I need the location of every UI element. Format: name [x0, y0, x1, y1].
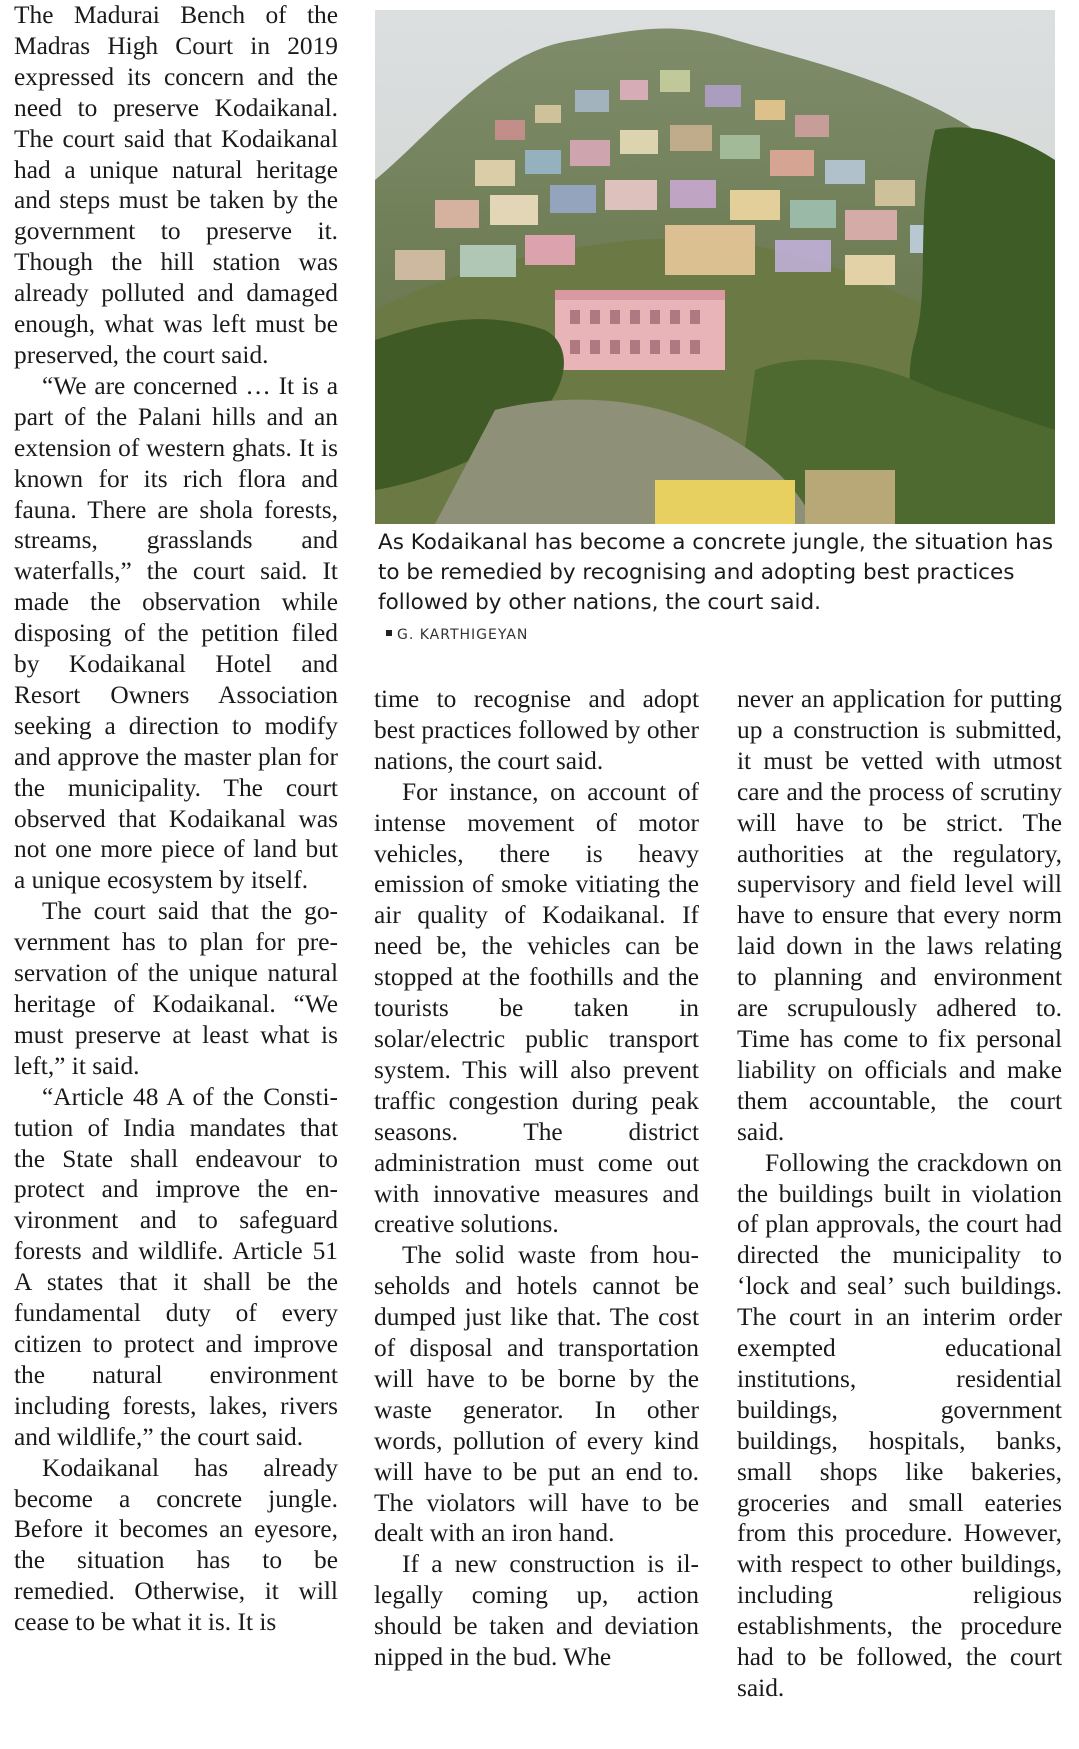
photo-credit-name: G. KARTHIGEYAN: [397, 627, 529, 643]
photo-illustration: [375, 10, 1055, 524]
article-column-2: [374, 684, 699, 1673]
paragraph: The court said that the government has to plan for preservation of the unique natural heritage of Kodaikanal. “We must preserve at least what is left,” it said.: [14, 897, 338, 1080]
paragraph: “We are concerned … It is a part of the Palani hills and an extension of western ghats. It is known for its rich flora and fauna. There are shola forests, streams, grasslands and waterfalls,” the court said. It made the observation while disposing of the petition filed by Kodaikanal Hotel and Resort Owners Association seeking a direction to modify and approve the master plan for the municipality. The court observed that Kodaikanal was not one more piece of land but a unique ecosystem by itself.: [14, 371, 338, 895]
paragraph: For instance, on account of intense movement of motor vehicles, there is heavy emission of smoke vitiating the air quality of Kodaikanal. If need be, the vehicles can be stopped at the foothills and the tourists be taken in solar/electric public transport system. This will also prevent traffic congestion during peak seasons. The district administration must come out with innovative measures and creative solutions.: [374, 777, 699, 1239]
photo-credit: [386, 627, 528, 643]
paragraph: never an application for putting up a construction is submitted, it must be vetted with utmost care and the process of scrutiny will have to be strict. The authorities at the regulatory, supervisory and field level will have to ensure that every norm laid down in the laws relating to planning and environment are scrupulously adhered to. Time has come to fix personal liability on officials and make them accountable, the court said.: [737, 685, 1062, 1146]
paragraph: Kodaikanal has already become a concrete jungle. Before it becomes an eyesore, the situation has to be remedied. Otherwise, it will cease to be what it is. It is: [14, 1453, 338, 1637]
paragraph: “Article 48 A of the Constitution of India mandates that the State shall endeavour to protect and improve the environment and to safeguard forests and wildlife. Article 51 A states that it shall be the fundamental duty of every citizen to protect and improve the natural environment including forests, lakes, rivers and wildlife,” the court said.: [14, 1082, 338, 1451]
paragraph: If a new construction is illegally coming up, action should be taken and deviation nipped in the bud. Whe: [374, 1550, 699, 1672]
paragraph: The Madurai Bench of the Madras High Court in 2019 expressed its concern and the need to preserve Kodaikanal. The court said that Kodaikanal had a unique natural heritage and steps must be taken by the government to preserve it. Though the hill station was already polluted and damaged enough, what was left must be preserved, the court said.: [14, 1, 338, 369]
paragraph: The solid waste from households and hotels cannot be dumped just like that. The cost of disposal and transportation will have to be borne by the waste generator. In other words, pollution of every kind will have to be put an end to. The violators will have to be dealt with an iron hand.: [374, 1241, 699, 1548]
article-column-3: [737, 684, 1062, 1704]
article-column-1: [14, 0, 338, 1638]
photo-caption: As Kodaikanal has become a concrete jungle, the situation has to be remedied by recognising and adopting best practices followed by other nations, the court said.: [378, 530, 1054, 615]
square-bullet-icon: [386, 630, 392, 636]
paragraph: time to recognise and adopt best practices followed by other nations, the court said.: [374, 685, 699, 775]
paragraph: Following the crackdown on the buildings built in violation of plan approvals, the court had directed the municipality to ‘lock and seal’ such buildings. The court in an interim order exempted educational institutions, residential buildings, government buildings, hospitals, banks, small shops like bakeries, groceries and small eateries from this procedure. However, with respect to other buildings, including religious establishments, the procedure had to be followed, the court said.: [737, 1148, 1062, 1702]
kodaikanal-hillside-photo: [375, 10, 1055, 524]
